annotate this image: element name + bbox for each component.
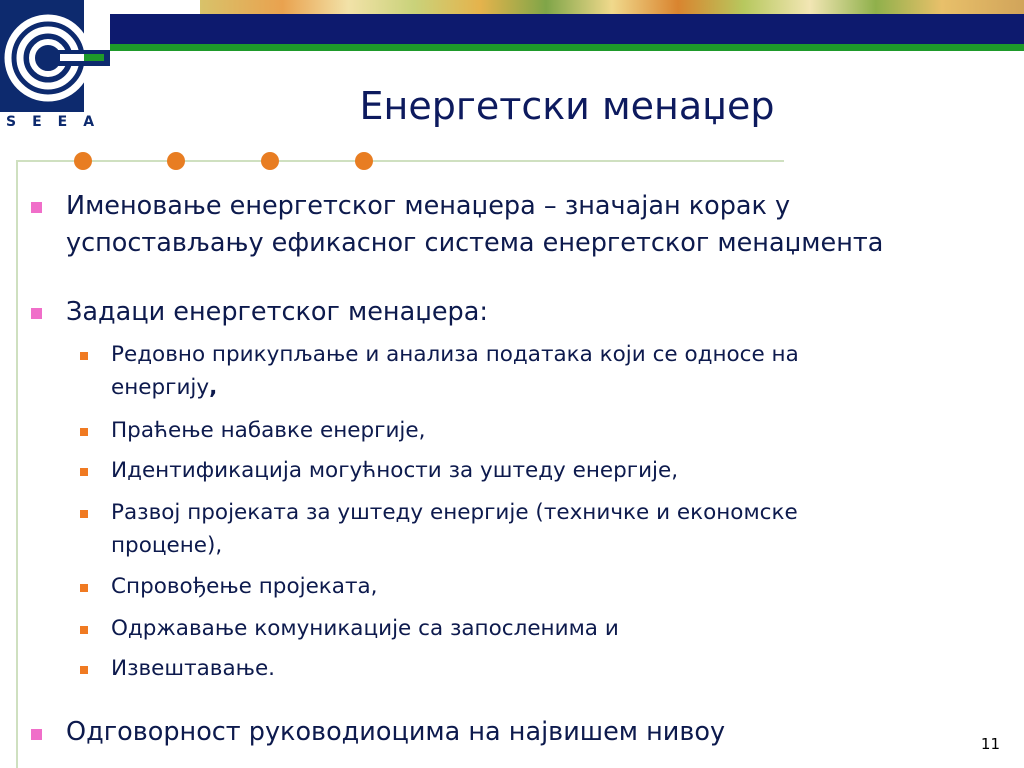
sub-bullet-text: Одржавање комуникације са запосленима и <box>111 616 619 641</box>
sub-bullet-comma: , <box>209 375 218 400</box>
bullet-marker <box>31 729 42 740</box>
divider-dot <box>167 152 185 170</box>
sub-bullet-marker <box>80 584 88 592</box>
header-banner-accent <box>110 44 1024 51</box>
sub-bullet-marker <box>80 626 88 634</box>
seea-logo <box>0 0 110 135</box>
sub-bullet-text: Праћење набавке енергије, <box>111 418 426 443</box>
divider-dot <box>355 152 373 170</box>
bullet-line: Именовање енергетског менаџера – значајан корак у <box>66 191 791 221</box>
left-border <box>16 160 18 768</box>
sub-bullet-text: Спровођење пројеката, <box>111 574 378 599</box>
logo-text: SEEA <box>6 114 111 130</box>
bullet-marker <box>31 308 42 319</box>
bullet-line: успостављању ефикасног система енергетског менаџмента <box>66 228 884 258</box>
title-divider <box>16 160 784 162</box>
sub-bullet-text <box>111 496 971 562</box>
sub-bullet-marker <box>80 510 88 518</box>
header-photo-strip <box>200 0 1024 14</box>
slide-title: Енергетски менаџер <box>359 84 775 128</box>
sub-bullet-line: Развој пројеката за уштеду енергије (техничке и економске <box>111 500 798 525</box>
page-number: 11 <box>980 735 1000 753</box>
sub-bullet-marker <box>80 428 88 436</box>
sub-bullet-text <box>111 338 971 404</box>
divider-dot <box>261 152 279 170</box>
sub-bullet-marker <box>80 666 88 674</box>
sub-bullet-text: Извештавање. <box>111 656 276 681</box>
sub-bullet-marker <box>80 468 88 476</box>
divider-dot <box>74 152 92 170</box>
sub-bullet-line: процене), <box>111 533 223 558</box>
bullet-text: Одговорност руководиоцима на највишем нивоу <box>66 717 726 747</box>
sub-bullet-line: енергију <box>111 375 210 400</box>
sub-bullet-marker <box>80 352 88 360</box>
bullet-marker <box>31 202 42 213</box>
bullet-text: Задаци енергетског менаџера: <box>66 297 488 327</box>
sub-bullet-line: Редовно прикупљање и анализа података који се односе на <box>111 342 799 367</box>
header-banner <box>110 14 1024 44</box>
sub-bullet-text: Идентификација могућности за уштеду енергије, <box>111 458 679 483</box>
bullet-text <box>66 188 1016 262</box>
